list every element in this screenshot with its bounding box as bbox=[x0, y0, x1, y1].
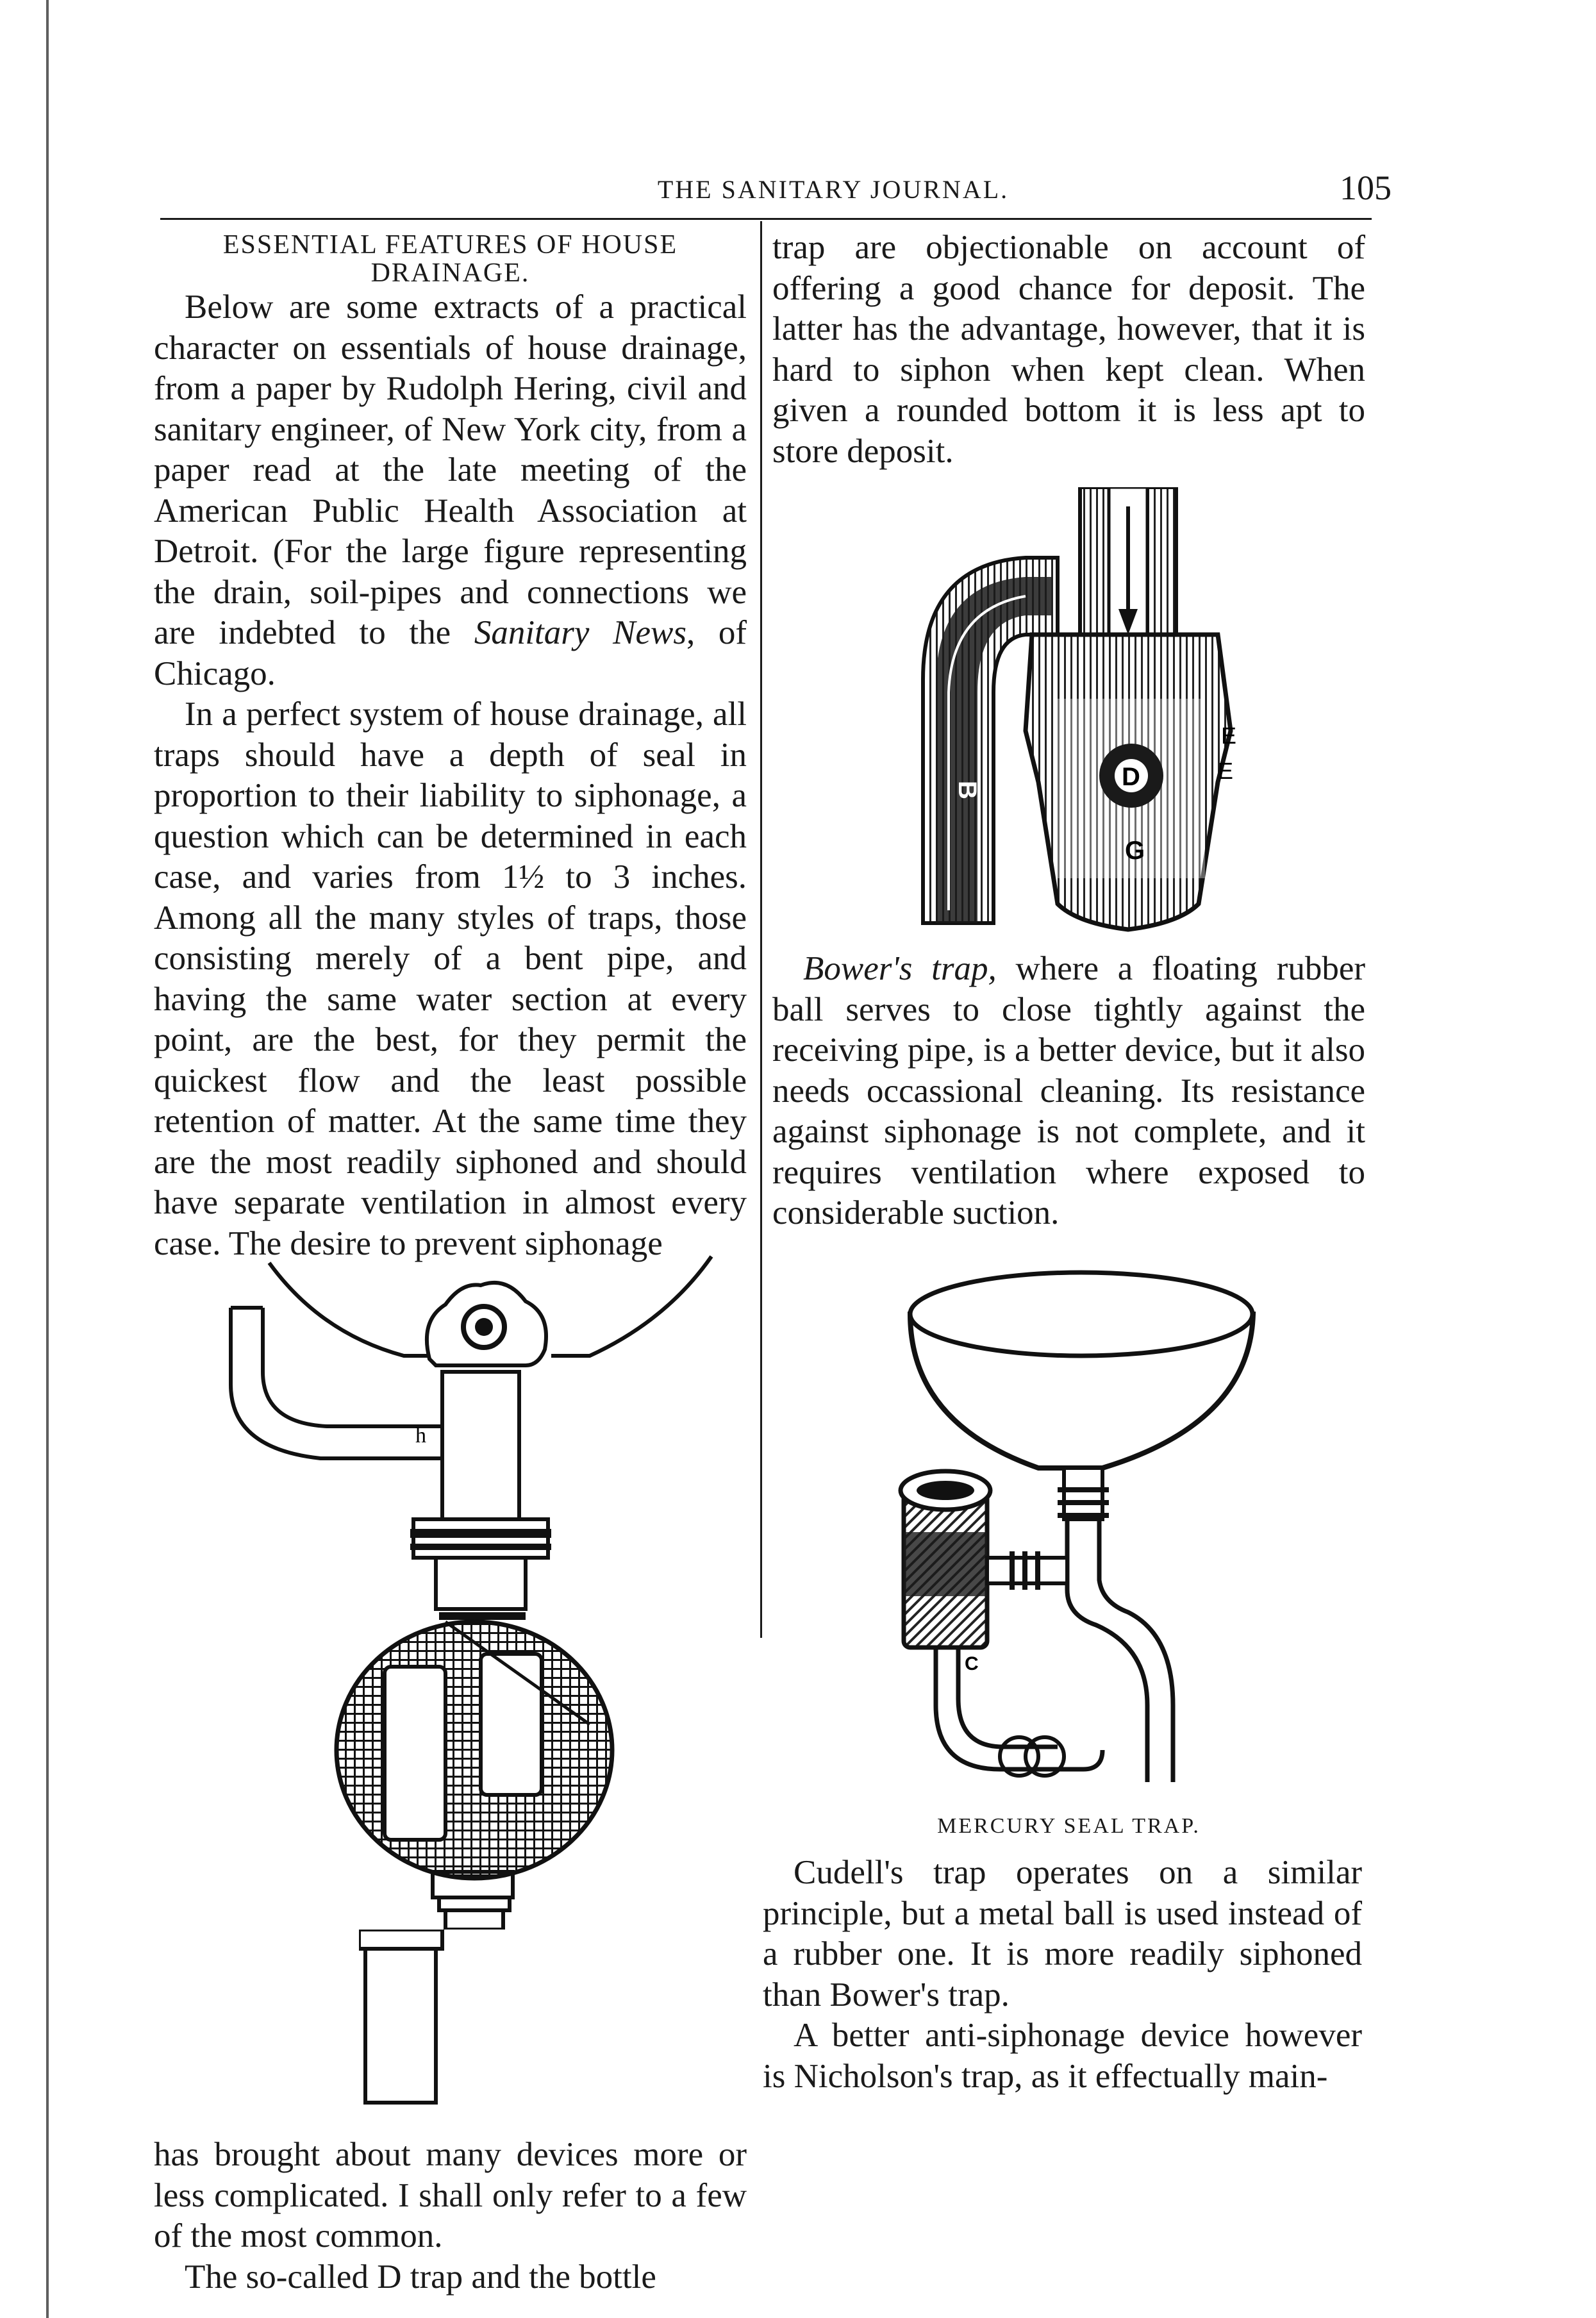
mercury-seal-trap-figure bbox=[891, 1256, 1301, 1801]
bowers-label-b: B bbox=[953, 781, 981, 799]
header-rule bbox=[160, 218, 1372, 220]
page-number: 105 bbox=[1340, 169, 1392, 207]
traps-paragraph: In a perfect system of house drainage, all traps should have a depth of seal in proportion to their liability to siphonage, a question which can be determined in each case, and varies from 1½ to 3 inches. Among all the many styles of traps, those consisting merely of a bent pipe, and having the same water section at every point, are the best, for they permit the quickest flow and the least possible retention of matter. At the same time they are the most readily siphoned and should have separate ventilation in almost every case. The desire to prevent siphonage bbox=[154, 696, 747, 1262]
bowers-trap-figure bbox=[897, 487, 1256, 936]
d-trap-paragraph: The so-called D trap and the bottle bbox=[185, 2258, 656, 2296]
intro-text-end: , of Chicago. bbox=[154, 614, 747, 692]
bowers-label-g: G bbox=[1125, 837, 1145, 865]
mercury-label-c: C bbox=[965, 1653, 979, 1674]
bowers-label-e1: E bbox=[1221, 722, 1237, 749]
basin-label-h: h bbox=[415, 1424, 426, 1447]
sanitary-news-title: Sanitary News bbox=[474, 614, 686, 651]
left-column-top bbox=[154, 231, 747, 1264]
bowers-description: where a floating rubber ball serves to close tightly against the receiving pipe, is a better device, but it also needs occassional cleaning. Its resistance against siphonage is not complete, and it requires ventilation where exposed to considerable suction. bbox=[772, 950, 1365, 1231]
basin-trap-figure bbox=[192, 1237, 724, 1930]
bowers-trap-term: Bower's trap, bbox=[803, 950, 997, 987]
bowers-label-d: D bbox=[1122, 763, 1140, 791]
right-column-top bbox=[772, 228, 1365, 472]
bowers-caption bbox=[772, 949, 1365, 1234]
article-heading: ESSENTIAL FEATURES OF HOUSE DRAINAGE. bbox=[222, 230, 678, 288]
right-column-bottom bbox=[763, 1853, 1362, 2097]
basin-outlet-pipe bbox=[359, 1930, 551, 2115]
bottle-trap-paragraph: trap are objectionable on account of offering a good chance for deposit. The latter has the advantage, however, that it is hard to siphon when kept clean. When given a rounded bottom it is less apt to store deposit. bbox=[772, 229, 1365, 470]
column-rule bbox=[760, 221, 762, 1638]
cudell-paragraph: Cudell's trap operates on a similar principle, but a metal ball is used instead of a rubber one. It is more readily siphoned than Bower's trap. bbox=[763, 1854, 1362, 2014]
running-title: THE SANITARY JOURNAL. bbox=[657, 175, 1010, 204]
scan-margin-line bbox=[46, 0, 49, 2318]
left-column-bottom bbox=[154, 2135, 747, 2297]
bowers-label-e2: E bbox=[1218, 758, 1234, 784]
devices-paragraph: has brought about many devices more or less complicated. I shall only refer to a few of the most common. bbox=[154, 2136, 747, 2255]
mercury-caption: MERCURY SEAL TRAP. bbox=[937, 1814, 1201, 1838]
intro-paragraph bbox=[154, 287, 747, 694]
intro-text: Below are some extracts of a practical character on essentials of house drainage, from a paper by Rudolph Hering, civil and sanitary engineer, of New York city, from a paper read at the late meeting of the American Public Health Association at Detroit. (For the large figure representing the drain, soil-pipes and connections we are indebted to the bbox=[154, 288, 747, 651]
nicholson-paragraph: A better anti-siphonage device however is Nicholson's trap, as it effectually main- bbox=[763, 2017, 1362, 2095]
